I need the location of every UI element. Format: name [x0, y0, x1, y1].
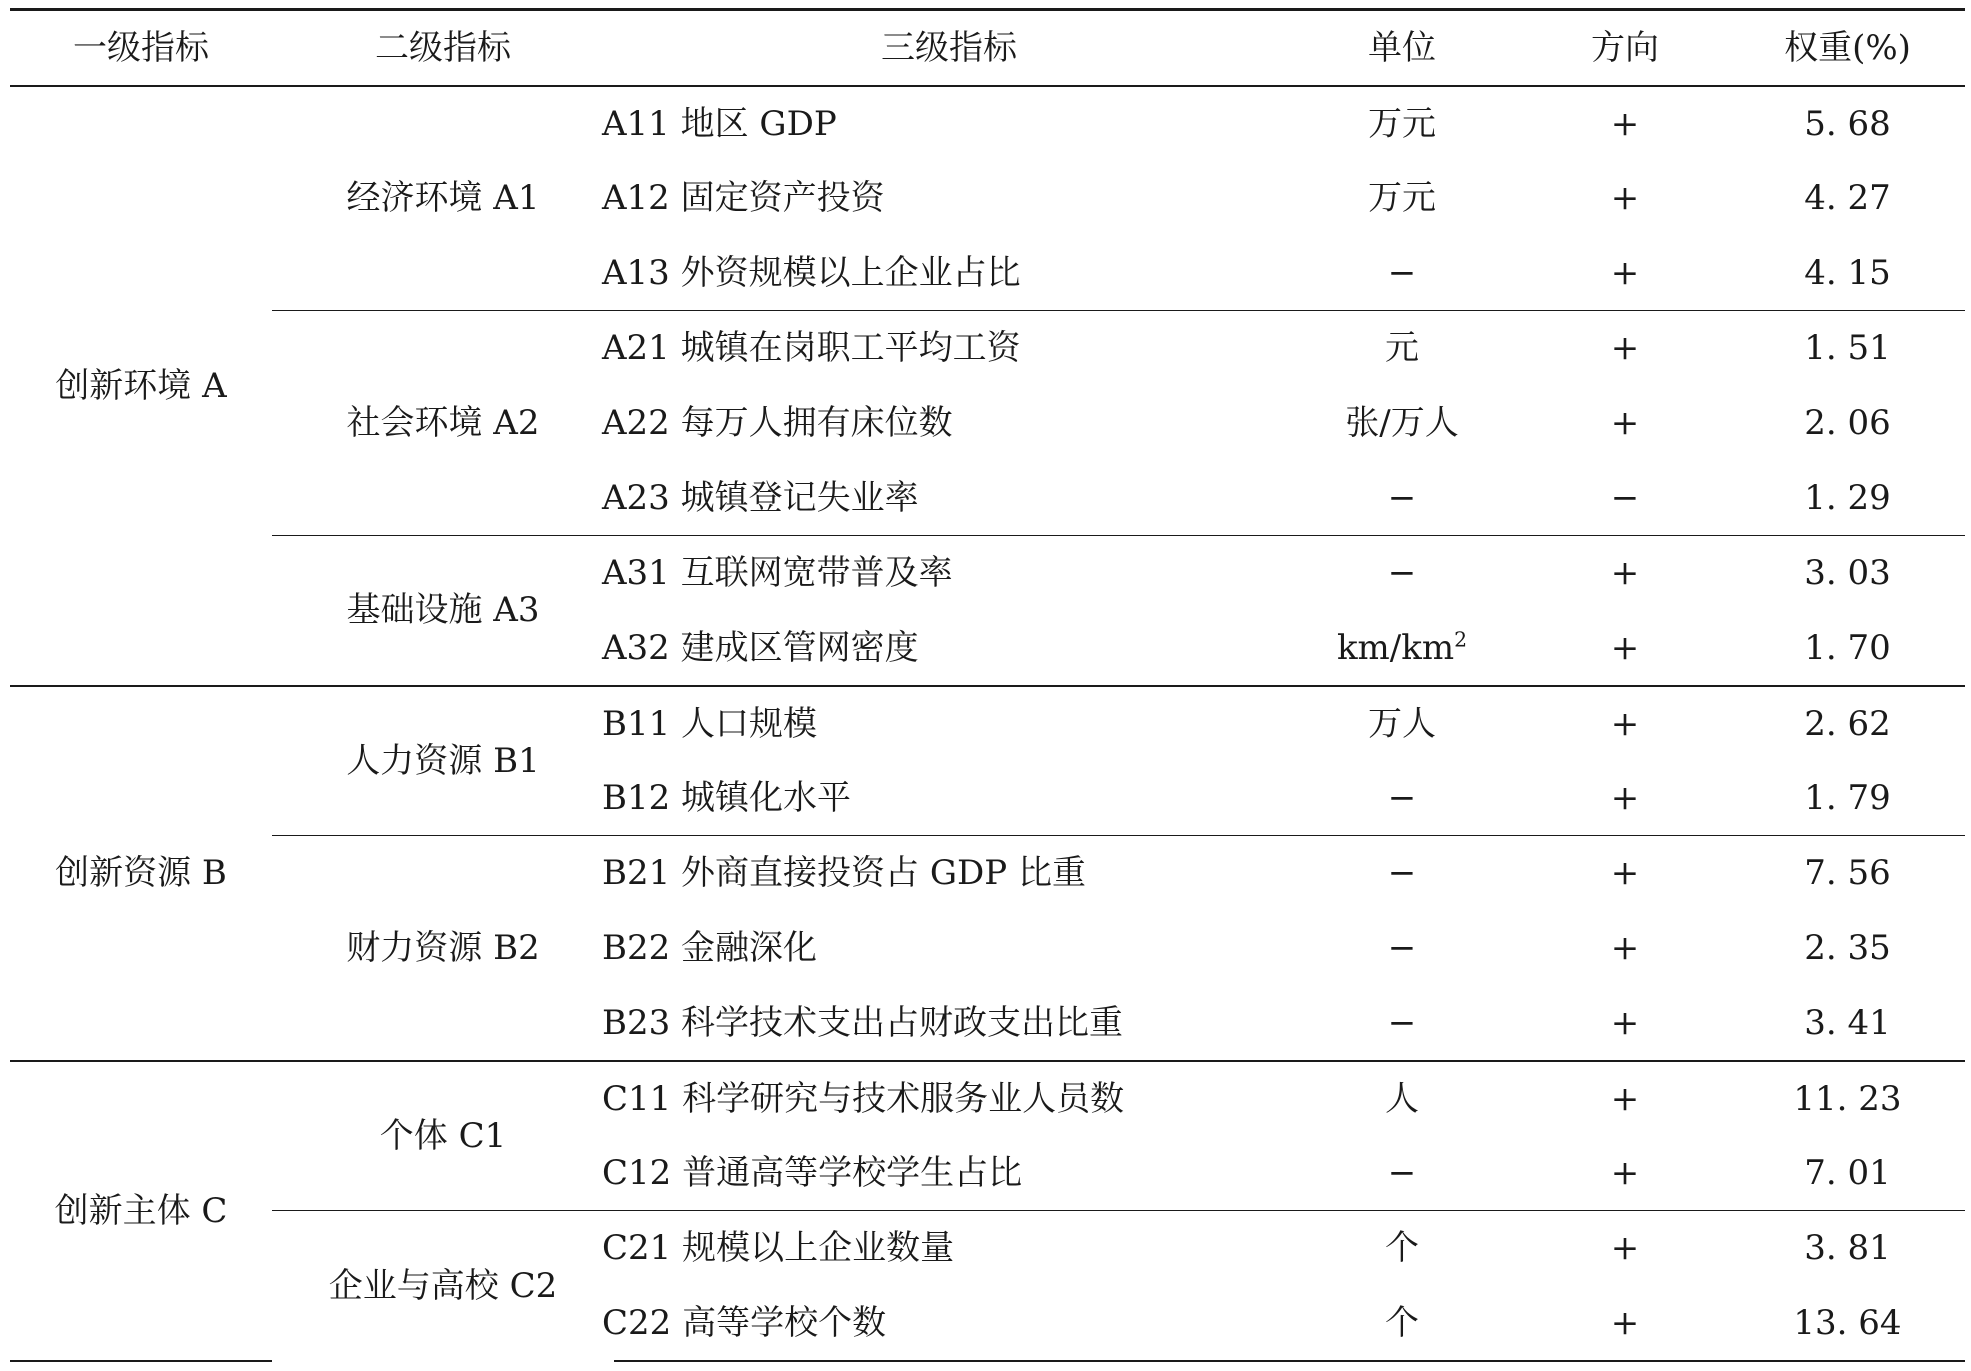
level1-indicator: 创新主体 C [10, 1061, 272, 1361]
unit-text: − [1387, 853, 1417, 894]
unit-text: − [1387, 477, 1417, 518]
weight-cell: 4. 15 [1804, 252, 1891, 293]
level1-indicator: 创新环境 A [10, 86, 272, 686]
unit-cell [1284, 986, 1520, 1061]
unit-cell [1284, 86, 1520, 161]
unit-cell [1284, 386, 1520, 461]
weight-cell: 3. 41 [1804, 1002, 1891, 1043]
level2-indicator: 社会环境 A2 [272, 311, 614, 536]
weight-cell: 7. 56 [1730, 836, 1965, 911]
weight-cell: 1. 29 [1804, 477, 1891, 518]
level3-indicator [602, 86, 1284, 161]
level3-indicator-text: A23 城镇登记失业率 [602, 477, 919, 518]
level2-indicator: 人力资源 B1 [272, 686, 614, 836]
unit-cell [1284, 761, 1520, 836]
level3-indicator [602, 986, 1284, 1061]
header-level3: 三级指标 [614, 10, 1284, 86]
unit-text: − [1387, 928, 1417, 968]
header-row [10, 10, 1965, 86]
direction-cell: − [1610, 477, 1640, 518]
direction-cell: + [1610, 252, 1640, 293]
level3-indicator-text: C11 科学研究与技术服务业人员数 [602, 1078, 1125, 1119]
direction-cell: + [1520, 686, 1730, 761]
unit-superscript: 2 [1454, 627, 1468, 652]
table-body [10, 86, 1965, 1361]
unit-cell [1284, 236, 1520, 311]
unit-cell [1284, 836, 1520, 911]
level3-indicator [602, 311, 1284, 386]
level3-indicator [602, 611, 1284, 686]
direction-cell: + [1610, 928, 1640, 968]
level3-indicator-text: B23 科学技术支出占财政支出比重 [602, 1002, 1124, 1043]
header-unit: 单位 [1284, 10, 1520, 86]
unit-cell [1284, 1136, 1520, 1211]
unit-cell [1284, 536, 1520, 611]
weight-cell: 5. 68 [1804, 103, 1891, 144]
weight-cell: 3. 03 [1730, 536, 1965, 611]
level3-indicator-text: A21 城镇在岗职工平均工资 [602, 328, 1021, 369]
level3-indicator [602, 1286, 1284, 1361]
unit-text: − [1387, 252, 1417, 293]
weight-cell: 1. 70 [1804, 627, 1891, 668]
level3-indicator-text: A32 建成区管网密度 [602, 627, 919, 668]
unit-cell [1284, 686, 1520, 761]
direction-cell: + [1610, 403, 1640, 443]
unit-text: 个 [1385, 1228, 1419, 1269]
level3-indicator [602, 536, 1284, 611]
unit-text: 元 [1385, 328, 1419, 369]
level3-indicator-text: B11 人口规模 [602, 703, 818, 744]
table-row [10, 1061, 1965, 1136]
unit-text: − [1387, 1152, 1417, 1193]
table-row [10, 536, 1965, 611]
weight-cell: 3. 81 [1730, 1211, 1965, 1286]
level3-indicator [602, 386, 1284, 461]
header-direction: 方向 [1520, 10, 1730, 86]
unit-text: − [1387, 777, 1417, 818]
level3-indicator [602, 761, 1284, 836]
unit-text: − [1387, 1002, 1417, 1043]
level3-indicator-text: B12 城镇化水平 [602, 777, 852, 818]
level3-indicator-text: B21 外商直接投资占 GDP 比重 [602, 853, 1086, 894]
level3-indicator [602, 161, 1284, 236]
weight-cell: 2. 06 [1804, 403, 1891, 443]
unit-cell [1284, 461, 1520, 536]
level3-indicator [602, 686, 1284, 761]
table-row [10, 836, 1965, 911]
direction-cell: + [1520, 1211, 1730, 1286]
level3-indicator [602, 236, 1284, 311]
level2-indicator: 基础设施 A3 [272, 536, 614, 686]
weight-cell: 2. 62 [1730, 686, 1965, 761]
level3-indicator-text: B22 金融深化 [602, 928, 818, 968]
direction-cell: + [1610, 103, 1640, 144]
unit-cell [1284, 161, 1520, 236]
direction-cell: + [1520, 311, 1730, 386]
level3-indicator-text: A31 互联网宽带普及率 [602, 553, 953, 594]
direction-cell: + [1610, 777, 1640, 818]
level2-indicator: 企业与高校 C2 [272, 1211, 614, 1361]
unit-text: 万元 [1368, 103, 1436, 144]
table-header [10, 10, 1965, 86]
weight-cell: 1. 79 [1804, 777, 1891, 818]
unit-text: 个 [1385, 1302, 1419, 1343]
table-row [10, 86, 1965, 161]
table-row [10, 311, 1965, 386]
direction-cell: + [1610, 627, 1640, 668]
direction-cell: + [1520, 1286, 1730, 1361]
direction-cell: + [1520, 536, 1730, 611]
level3-indicator-text: A22 每万人拥有床位数 [602, 403, 953, 443]
indicator-table-container [10, 8, 1965, 1362]
unit-cell [1284, 1061, 1520, 1136]
unit-cell [1284, 311, 1520, 386]
weight-cell: 11. 23 [1730, 1061, 1965, 1136]
level2-indicator: 财力资源 B2 [272, 836, 614, 1061]
table-row [10, 686, 1965, 761]
level3-indicator-text: A11 地区 GDP [602, 103, 837, 144]
unit-text: 人 [1385, 1078, 1419, 1119]
weight-cell: 7. 01 [1804, 1152, 1891, 1193]
weight-cell: 1. 51 [1730, 311, 1965, 386]
unit-text: 万元 [1368, 178, 1436, 218]
direction-cell: + [1520, 836, 1730, 911]
level3-indicator [602, 1136, 1284, 1211]
level3-indicator-text: C22 高等学校个数 [602, 1302, 887, 1343]
level2-indicator: 经济环境 A1 [346, 178, 540, 219]
direction-cell: + [1610, 1152, 1640, 1193]
level3-indicator [602, 1211, 1284, 1286]
direction-cell: + [1610, 178, 1640, 218]
unit-cell [1284, 611, 1520, 686]
level3-indicator [602, 911, 1284, 986]
level3-indicator-text: C21 规模以上企业数量 [602, 1228, 955, 1269]
weight-cell: 2. 35 [1804, 928, 1891, 968]
header-level1: 一级指标 [10, 10, 272, 86]
level3-indicator-text: A13 外资规模以上企业占比 [602, 252, 1021, 293]
unit-text: − [1387, 553, 1417, 594]
unit-text: 万人 [1368, 703, 1436, 744]
level2-indicator: 个体 C1 [272, 1061, 614, 1211]
table-row [10, 1211, 1965, 1286]
level3-indicator [602, 836, 1284, 911]
level3-indicator [602, 461, 1284, 536]
direction-cell: + [1520, 1061, 1730, 1136]
level1-indicator: 创新资源 B [10, 686, 272, 1061]
level3-indicator-text: C12 普通高等学校学生占比 [602, 1152, 1023, 1193]
header-weight: 权重(%) [1730, 10, 1965, 86]
unit-cell [1284, 911, 1520, 986]
unit-cell [1284, 1286, 1520, 1361]
unit-cell [1284, 1211, 1520, 1286]
direction-cell: + [1610, 1002, 1640, 1043]
header-level2: 二级指标 [272, 10, 614, 86]
weight-cell: 4. 27 [1804, 178, 1891, 218]
level3-indicator-text: A12 固定资产投资 [602, 178, 885, 218]
indicator-table [10, 8, 1965, 1362]
weight-cell: 13. 64 [1730, 1286, 1965, 1361]
level3-indicator [602, 1061, 1284, 1136]
unit-text: 张/万人 [1345, 403, 1459, 443]
unit-text: km/km [1336, 627, 1455, 668]
